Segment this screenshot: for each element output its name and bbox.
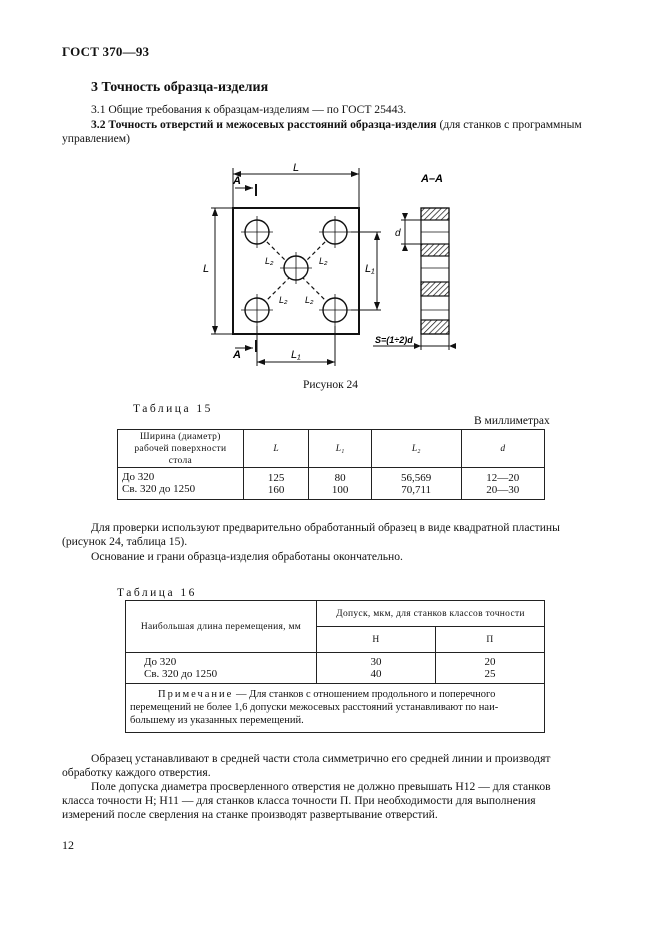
table15-cell-r1c2: 125: [267, 471, 285, 484]
label-L1-bottom: L₁: [291, 349, 301, 361]
table15-cell: [371, 468, 461, 500]
label-L2-b: L₂: [319, 256, 328, 266]
table15-cell-r2c3: 100: [331, 483, 349, 496]
table16-header-H: Н: [317, 627, 436, 653]
table15-cell-r2c4: 70,711: [401, 483, 432, 496]
paragraph-base: Основание и грани образца-изделия обработаны окончательно.: [91, 550, 403, 563]
table15-cell: [309, 468, 371, 500]
table16-cell: [126, 653, 317, 684]
label-L-top: L: [293, 162, 300, 174]
table16-cell: [436, 653, 545, 684]
label-section-AA: A–A: [421, 173, 444, 185]
table15-cell-r1c3: 80: [334, 471, 346, 484]
table16-cell-r2c3: 25: [484, 668, 496, 680]
table16-note: [126, 684, 545, 733]
table15-cell-r1c1: До 320: [122, 471, 155, 483]
paragraph-3-1: 3.1 Общие требования к образцам-изделиям — по ГОСТ 25443.: [91, 103, 407, 116]
table15-cell: [461, 468, 544, 500]
table16-cell-r2c1: Св. 320 до 1250: [144, 668, 218, 680]
label-L2-d: L₂: [305, 295, 314, 305]
table-16: [125, 600, 545, 733]
paragraph-3-2-rest: (для станков с программным: [436, 118, 582, 131]
paragraph-check-line1: Для проверки используют предварительно обработанный образец в виде квадратной пластины: [91, 521, 560, 534]
paragraph-check-line2: (рисунок 24, таблица 15).: [62, 535, 188, 548]
table16-header-length: Наибольшая длина перемещения, мм: [126, 601, 317, 653]
label-L2-c: L₂: [279, 295, 288, 305]
table16-data-row: [126, 653, 545, 684]
section-title: 3 Точность образца-изделия: [91, 80, 269, 95]
table15-header-L1: L₁: [309, 430, 371, 468]
figure-caption: Рисунок 24: [302, 379, 359, 391]
table16-note-label: Примечание: [158, 689, 234, 700]
table15-cell-r2c1: Св. 320 до 1250: [122, 483, 196, 495]
table15-cell-r2c2: 160: [267, 483, 285, 496]
table16-cell-r1c1: До 320: [144, 656, 177, 668]
label-L1-side: L₁: [365, 263, 375, 275]
paragraph-3-2: [91, 118, 611, 133]
table15-header-L2: L₂: [371, 430, 461, 468]
table16-header-tolerance: Допуск, мкм, для станков классов точности: [317, 601, 545, 627]
table15-units: В миллиметрах: [474, 415, 550, 427]
table15-cell-r2c5: 20—30: [486, 483, 520, 496]
figure-24-drawing: [195, 160, 495, 372]
table-15: [117, 429, 545, 500]
table15-cell-r1c4: 56,569: [400, 471, 432, 484]
table16-cell-r1c3: 20: [484, 656, 496, 668]
label-L2-a: L₂: [265, 256, 274, 266]
label-d: d: [395, 228, 401, 239]
table16-note-line1: — Для станков с отношением продольного и поперечного: [233, 689, 496, 700]
paragraph-setup-line2: обработку каждого отверстия.: [62, 766, 211, 779]
table16-note-line2: перемещений не более 1,6 допуски межосевых расстояний устанавливают по наи-: [130, 702, 499, 713]
paragraph-3-2-bold: 3.2 Точность отверстий и межосевых расстояний образца-изделия: [91, 118, 437, 131]
table16-cell: [317, 653, 436, 684]
label-A-top: A: [233, 175, 241, 187]
paragraph-setup-line1: Образец устанавливают в средней части стола симметрично его средней линии и производят: [91, 752, 551, 765]
table16-header-P: П: [436, 627, 545, 653]
document-header: ГОСТ 370—93: [62, 44, 150, 59]
table15-cell-r1c5: 12—20: [486, 471, 520, 484]
paragraph-tolerance-line3: измерений после сверления на станке производят развертывание отверстий.: [62, 808, 438, 821]
table15-header-width: Ширина (диаметр) рабочей поверхности стола: [118, 430, 244, 468]
table16-note-row: [126, 684, 545, 733]
table16-note-line3: большему из указанных перемещений.: [130, 715, 304, 726]
table15-header-L: L: [243, 430, 309, 468]
table15-data-row: [118, 468, 545, 500]
table16-cell-r1c2: 30: [370, 656, 382, 668]
paragraph-3-2-line2: управлением): [62, 132, 130, 145]
table15-cell: [118, 468, 244, 500]
table16-header-row1: [126, 601, 545, 627]
paragraph-tolerance-line2: класса точности Н; Н11 — для станков класса точности П. При необходимости для выполнения: [62, 794, 536, 807]
paragraph-tolerance-line1: Поле допуска диаметра просверленного отверстия не должно превышать Н12 — для станков: [91, 780, 551, 793]
label-L-side: L: [203, 263, 210, 275]
table15-caption: Таблица 15: [133, 403, 213, 415]
table16-cell-r2c2: 40: [370, 668, 382, 680]
label-A-bottom: A: [233, 349, 241, 361]
table15-header-row: [118, 430, 545, 468]
table15-cell: [243, 468, 309, 500]
page-number: 12: [62, 838, 74, 852]
section-view: [421, 208, 449, 334]
label-S: S=(1÷2)d: [375, 335, 413, 345]
table16-caption: Таблица 16: [117, 587, 197, 599]
table15-header-d: d: [461, 430, 544, 468]
